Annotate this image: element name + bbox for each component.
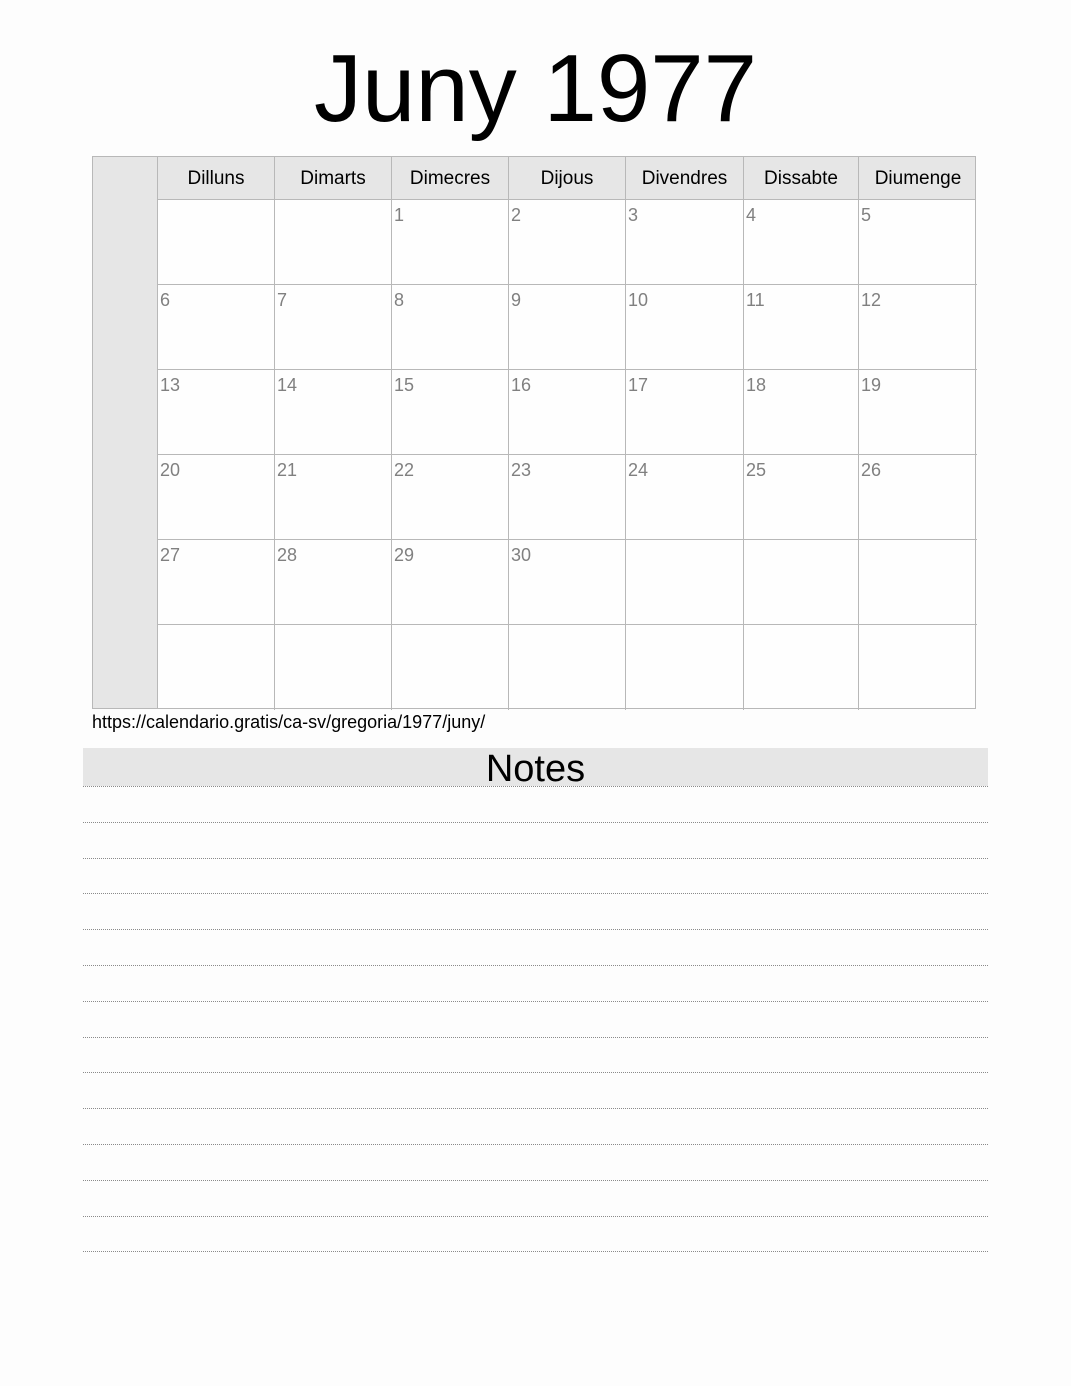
day-cell[interactable]: [859, 455, 977, 540]
calendar-title: Juny 1977: [313, 35, 757, 142]
day-cell[interactable]: [392, 455, 509, 540]
day-cell[interactable]: [859, 625, 977, 710]
weekday-header: Diumenge: [874, 168, 962, 189]
day-number: 1: [394, 205, 405, 225]
calendar-grid: [92, 156, 976, 709]
day-number: 11: [746, 290, 765, 310]
day-number: 9: [511, 290, 522, 310]
day-cell[interactable]: [744, 200, 859, 285]
note-line: [83, 1072, 988, 1073]
day-cell[interactable]: [275, 540, 392, 625]
note-line: [83, 929, 988, 930]
source-url[interactable]: https://calendario.gratis/ca-sv/gregoria/1977/juny/: [92, 712, 486, 732]
day-number: 12: [861, 290, 882, 310]
day-cell[interactable]: [509, 455, 626, 540]
day-cell[interactable]: [509, 370, 626, 455]
day-cell[interactable]: [509, 540, 626, 625]
day-cell[interactable]: [626, 200, 744, 285]
note-line: [83, 965, 988, 966]
day-number: 22: [394, 460, 415, 480]
day-cell[interactable]: [158, 455, 275, 540]
day-cell[interactable]: [509, 625, 626, 710]
day-number: 18: [746, 375, 767, 395]
note-line: [83, 1180, 988, 1181]
day-number: 24: [628, 460, 649, 480]
day-number: 21: [277, 460, 298, 480]
day-cell[interactable]: [158, 370, 275, 455]
day-cell[interactable]: [392, 540, 509, 625]
day-cell[interactable]: [392, 370, 509, 455]
note-line: [83, 1144, 988, 1145]
day-number: 19: [861, 375, 882, 395]
day-cell[interactable]: [626, 370, 744, 455]
day-cell[interactable]: [744, 285, 859, 370]
day-cell[interactable]: [392, 285, 509, 370]
day-number: 15: [394, 375, 415, 395]
day-cell[interactable]: [275, 200, 392, 285]
note-line: [83, 1108, 988, 1109]
weekday-header: Divendres: [626, 157, 744, 200]
weekday-header: Dimarts: [275, 157, 392, 200]
day-number: 14: [277, 375, 298, 395]
day-number: 30: [511, 545, 532, 565]
day-cell[interactable]: [744, 455, 859, 540]
day-cell[interactable]: [158, 540, 275, 625]
day-cell[interactable]: [392, 200, 509, 285]
day-cell[interactable]: [626, 285, 744, 370]
note-line: [83, 786, 988, 787]
day-cell[interactable]: [158, 200, 275, 285]
day-cell[interactable]: [275, 370, 392, 455]
day-cell[interactable]: [626, 540, 744, 625]
weekday-header-row: [158, 157, 975, 200]
day-cell[interactable]: [509, 285, 626, 370]
weekday-header: Dissabte: [744, 157, 859, 200]
day-grid: [158, 200, 975, 708]
day-cell[interactable]: [275, 285, 392, 370]
day-cell[interactable]: [859, 200, 977, 285]
day-number: 5: [861, 205, 872, 225]
day-number: 29: [394, 545, 415, 565]
day-number: 4: [746, 205, 757, 225]
notes-title: Notes: [83, 748, 988, 786]
day-cell[interactable]: [626, 625, 744, 710]
day-number: 25: [746, 460, 767, 480]
day-number: 8: [394, 290, 405, 310]
note-line: [83, 1037, 988, 1038]
day-number: 7: [277, 290, 288, 310]
day-cell[interactable]: [509, 200, 626, 285]
day-number: 17: [628, 375, 649, 395]
day-number: 13: [160, 375, 181, 395]
day-cell[interactable]: [275, 455, 392, 540]
day-number: 3: [628, 205, 639, 225]
weekday-header: Dijous: [509, 157, 626, 200]
note-line: [83, 1216, 988, 1217]
day-cell[interactable]: [744, 625, 859, 710]
weekday-header: Dimecres: [392, 157, 509, 200]
day-number: 27: [160, 545, 181, 565]
day-cell[interactable]: [744, 370, 859, 455]
day-number: 16: [511, 375, 532, 395]
day-cell[interactable]: [744, 540, 859, 625]
day-number: 10: [628, 290, 649, 310]
day-number: 28: [277, 545, 298, 565]
note-line: [83, 1001, 988, 1002]
day-number: 23: [511, 460, 532, 480]
day-cell[interactable]: [859, 540, 977, 625]
day-number: 26: [861, 460, 882, 480]
day-number: 6: [160, 290, 171, 310]
day-number: 20: [160, 460, 181, 480]
note-line: [83, 858, 988, 859]
note-line: [83, 893, 988, 894]
day-cell[interactable]: [859, 285, 977, 370]
day-cell[interactable]: [275, 625, 392, 710]
day-cell[interactable]: [158, 285, 275, 370]
day-cell[interactable]: [392, 625, 509, 710]
note-line: [83, 1251, 988, 1252]
week-side-column: [93, 157, 158, 708]
day-cell[interactable]: [859, 370, 977, 455]
day-cell[interactable]: [158, 625, 275, 710]
weekday-header: Dilluns: [158, 157, 275, 200]
day-cell[interactable]: [626, 455, 744, 540]
day-number: 2: [511, 205, 522, 225]
note-line: [83, 822, 988, 823]
